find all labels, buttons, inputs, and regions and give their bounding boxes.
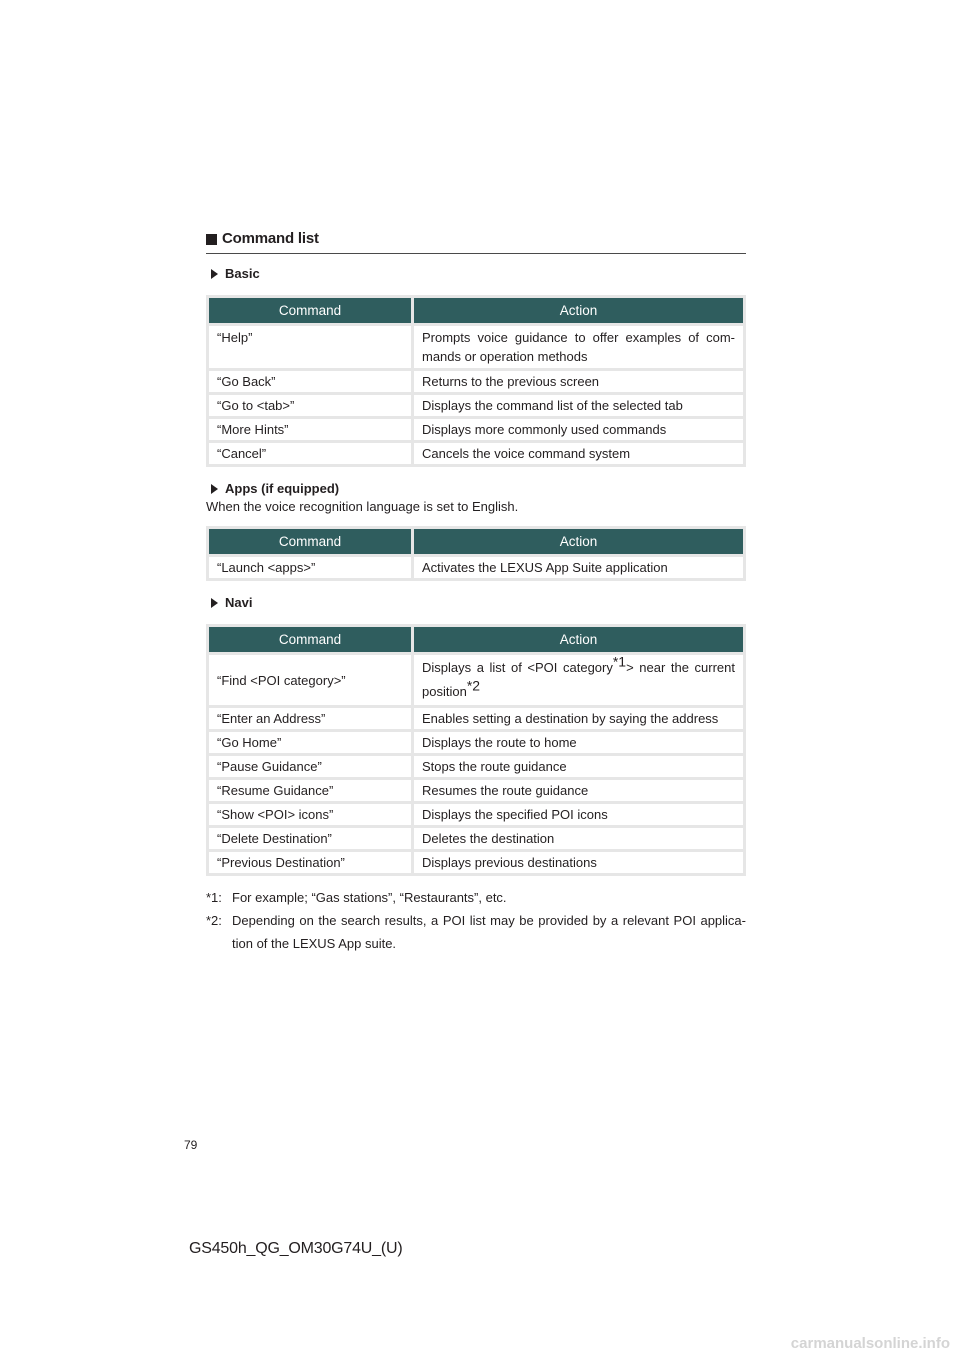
- table-row: [209, 557, 743, 578]
- action-cell: Displays more commonly used commands: [414, 419, 743, 440]
- action-cell: Displays the route to home: [414, 732, 743, 753]
- table-row: [209, 419, 743, 440]
- footnote-text: Depending on the search results, a POI list may be provided by a relevant POI applica-tion of the LEXUS App suite.: [232, 913, 746, 951]
- command-cell: “Delete Destination”: [209, 828, 411, 849]
- command-cell: “Show <POI> icons”: [209, 804, 411, 825]
- table-row: [209, 828, 743, 849]
- table-header-row: [209, 627, 743, 652]
- action-cell: [414, 655, 743, 705]
- action-cell: Deletes the destination: [414, 828, 743, 849]
- footnote-text: For example; “Gas stations”, “Restaurants”, etc.: [232, 890, 507, 905]
- table-row: [209, 732, 743, 753]
- action-cell: Stops the route guidance: [414, 756, 743, 777]
- command-cell: “Go Home”: [209, 732, 411, 753]
- apps-note: When the voice recognition language is set to English.: [206, 499, 519, 514]
- command-cell: “Launch <apps>”: [209, 557, 411, 578]
- subsection-title: Navi: [225, 595, 253, 610]
- action-cell: Cancels the voice command system: [414, 443, 743, 464]
- section-header: [206, 228, 746, 254]
- navi-command-table: [206, 624, 746, 876]
- action-cell: Returns to the previous screen: [414, 371, 743, 392]
- table-row: [209, 804, 743, 825]
- command-cell: “Go Back”: [209, 371, 411, 392]
- subsection-title: Basic: [225, 266, 260, 281]
- triangle-bullet-icon: [211, 598, 218, 608]
- document-code: GS450h_QG_OM30G74U_(U): [189, 1240, 403, 1257]
- command-cell: “Pause Guidance”: [209, 756, 411, 777]
- column-header-action: Action: [414, 627, 743, 652]
- table-row: [209, 371, 743, 392]
- action-cell: Displays previous destinations: [414, 852, 743, 873]
- section-title: Command list: [222, 230, 319, 247]
- subsection-navi-heading: [211, 595, 746, 610]
- page-number: 79: [184, 1138, 198, 1152]
- table-row: [209, 780, 743, 801]
- table-row: [209, 655, 743, 705]
- subsection-apps-heading: [211, 481, 746, 496]
- table-row: [209, 443, 743, 464]
- triangle-bullet-icon: [211, 484, 218, 494]
- command-cell: “Go to <tab>”: [209, 395, 411, 416]
- page-content: [206, 228, 746, 955]
- column-header-command: Command: [209, 298, 411, 323]
- action-cell: Activates the LEXUS App Suite application: [414, 557, 743, 578]
- column-header-action: Action: [414, 298, 743, 323]
- command-cell: “Find <POI category>”: [209, 655, 411, 705]
- command-cell: “Enter an Address”: [209, 708, 411, 729]
- table-row: [209, 756, 743, 777]
- action-cell: Enables setting a destination by saying the address: [414, 708, 743, 729]
- command-cell: “Resume Guidance”: [209, 780, 411, 801]
- table-row: [209, 708, 743, 729]
- subsection-title: Apps (if equipped): [225, 481, 340, 496]
- square-bullet-icon: [206, 234, 217, 245]
- triangle-bullet-icon: [211, 269, 218, 279]
- action-text: Displays a list of <POI category: [422, 660, 613, 675]
- column-header-command: Command: [209, 529, 411, 554]
- footnote-2: [206, 909, 746, 955]
- command-cell: “Help”: [209, 326, 411, 368]
- command-cell: “Previous Destination”: [209, 852, 411, 873]
- command-cell: “More Hints”: [209, 419, 411, 440]
- command-cell: “Cancel”: [209, 443, 411, 464]
- action-cell: Displays the command list of the selected tab: [414, 395, 743, 416]
- table-row: [209, 852, 743, 873]
- basic-command-table: [206, 295, 746, 467]
- footnote-ref: *2: [466, 677, 481, 694]
- table-row: [209, 326, 743, 368]
- footnote-ref: *1: [612, 653, 627, 670]
- table-row: [209, 395, 743, 416]
- footnote-mark: *1:: [206, 890, 222, 905]
- action-cell: Displays the specified POI icons: [414, 804, 743, 825]
- table-header-row: [209, 529, 743, 554]
- footnotes: [206, 886, 746, 955]
- action-cell: Prompts voice guidance to offer examples of com-mands or operation methods: [414, 326, 743, 368]
- subsection-basic-heading: [211, 266, 746, 281]
- footnote-1: [206, 886, 746, 909]
- action-cell: Resumes the route guidance: [414, 780, 743, 801]
- table-header-row: [209, 298, 743, 323]
- action-text: > near the current position: [422, 660, 735, 699]
- footnote-mark: *2:: [206, 913, 222, 928]
- column-header-action: Action: [414, 529, 743, 554]
- watermark: carmanualsonline.info: [790, 1335, 950, 1352]
- column-header-command: Command: [209, 627, 411, 652]
- apps-command-table: [206, 526, 746, 581]
